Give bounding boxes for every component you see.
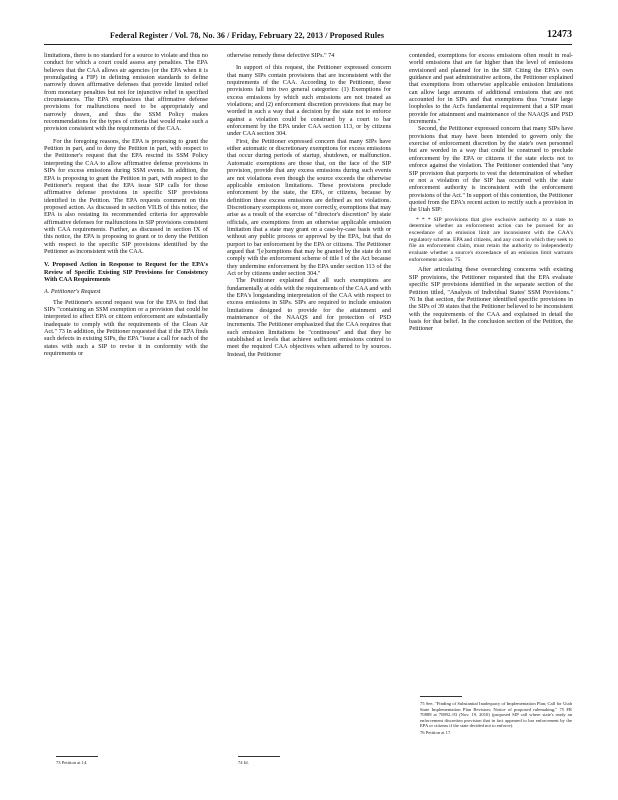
col3-paragraph-1: contended, exemptions for excess emissions often result in real-world emissions that are far higher than the level of emissions envisioned and planned for in the SIP. Citing the EPA's own guidance and past administrative actions, the Petitioner explained that exemptions from otherwise applicable emission limitations can allow large amounts of additional emissions that are not accounted for in SIPs and that exemptions thus "create large loopholes to the Act's fundamental requirement that a SIP must provide for attainment and maintenance of the NAAQS and PSD increments." — [409, 52, 573, 126]
footnote-74: 74 Id. — [238, 760, 249, 765]
footnote-rule-col2 — [238, 756, 280, 757]
footnote-rule-col3 — [420, 696, 462, 697]
footnote-76: 76 Petition at 17. — [420, 729, 452, 735]
col2-paragraph-1: otherwise remedy these defective SIPs." 74 — [227, 52, 335, 59]
footnote-73: 73 Petition at 14. — [56, 760, 88, 765]
running-head-text: Federal Register / Vol. 78, No. 36 / Friday, February 22, 2013 / Proposed Rules — [110, 31, 385, 40]
footnote-rule-col1 — [56, 756, 98, 757]
col3-paragraph-3: After articulating these overarching concerns with existing SIP provisions, the Petitioner requested that the EPA evaluate specific SIP provisions identified in the separate section of the Petition titled, "Analysis of Individual States' SSM Provisions." 76 In that section, the Petitioner identified specific provisions in the SIPs of 39 states that the Petitioner believed to be inconsistent with the requirements of the CAA and explained in detail the basis for that belief. In the conclusion section of the Petition, the Petitioner — [409, 266, 573, 333]
section-heading: V. Proposed Action in Response to Request for the EPA's Review of Specific Existing SIP Provisions for Consistency With CAA Requirements — [44, 261, 208, 283]
col2-paragraph-3: First, the Petitioner expressed concern that many SIPs have either automatic or discretionary exemptions for excess emissions that occur during periods of startup, shutdown, or malfunction. Automatic exemptions are those that, on the face of the SIP provision, provide that any excess emissions during such events are not violations even though the source exceeds the otherwise applicable emission limitations. These provisions preclude enforcement by the state, the EPA, or citizens, because by definition these excess emissions are defined as not violations. Discretionary exemptions or, more correctly, exemptions that may arise as a result of the exercise of "director's discretion" by state officials, are exemptions from an otherwise applicable emission limitation that a state may grant on a case-by-case basis with or without any public process or approval by the EPA, but that do purport to bar enforcement by the EPA or citizens. The Petitioner argued that "[e]xemptions that may be granted by the state do not comply with the enforcement scheme of title I of the Act because they undermine enforcement by the EPA under section 113 of the Act or by citizens under section 304." — [227, 137, 391, 277]
column-2 — [227, 52, 391, 752]
col2-paragraph-4: The Petitioner explained that all such exemptions are fundamentally at odds with the requirements of the CAA and with the EPA's longstanding interpretation of the CAA with respect to excess emissions in SIPs. SIPs are required to include emission limitations designed to provide for the attainment and maintenance of the NAAQS and for protection of PSD increments. The Petitioner emphasized that the CAA requires that such emission limitations be "continuous" and that they be established at levels that achieve sufficient emissions control to meet the required CAA objectives when adhered to by sources. Instead, the Petitioner — [227, 277, 391, 358]
footnotes-col3 — [420, 701, 572, 735]
block-quote: * * * SIP provisions that give exclusive authority to a state to determine whether an enforcement action can be pursued for an exceedance of an emission limit are inconsistent with the CAA's regulatory scheme. EPA and citizens, and any court in which they seek to file an enforcement claim, must retain the authority to independently evaluate whether a source's exceedance of an emission limit warrants enforcement action. 75 — [409, 216, 573, 263]
col3-paragraph-2: Second, the Petitioner expressed concern that many SIPs have provisions that may have been intended to govern only the exercise of enforcement discretion by the state's own personnel but are worded in a way that could be construed to preclude enforcement by the EPA or citizens if the state elects not to enforce against the violation. The Petitioner contended that "any SIP provision that purports to vest the determination of whether or not a violation of the SIP has occurred with the state enforcement authority is inconsistent with the enforcement provisions of the Act." In support of this contention, the Petitioner quoted from the EPA's recent action to rectify such a provision in the Utah SIP: — [409, 125, 573, 214]
page-number: 12473 — [547, 29, 572, 40]
column-3 — [409, 52, 573, 692]
header-rule — [44, 44, 572, 45]
col1-paragraph-3: The Petitioner's second request was for the EPA to find that SIPs "containing an SSM exemption or a provision that could be interpreted to affect EPA or citizen enforcement are substantially inadequate to comply with the requirements of the Clean Air Act." 73 In addition, the Petitioner requested that if the EPA finds such defects in existing SIPs, the EPA "issue a call for each of the states with such a SIP to revise it in conformity with the requirements or — [44, 298, 208, 358]
col2-paragraph-2: In support of this request, the Petitioner expressed concern that many SIPs contain provisions that are inconsistent with the requirements of the CAA. According to the Petitioner, these provisions fall into two general categories: (1) Exemptions for excess emissions by which such emissions are not treated as violations; and (2) enforcement discretion provisions that may be worded in such a way that a decision by the state not to enforce against a violation could be construed by a court to bar enforcement by the EPA under CAA section 113, or by citizens under CAA section 304. — [227, 64, 391, 138]
subsection-heading: A. Petitioner's Request — [44, 288, 101, 296]
col1-paragraph-2: For the foregoing reasons, the EPA is proposing to grant the Petition in part, and to deny the Petition in part, with respect to the Petitioner's request that the EPA rescind its SSM Policy interpreting the CAA to allow affirmative defense provisions in SIPs for excess emissions during SSM events. In addition, the EPA is proposing to grant the Petition in part, with respect to the Petitioner's request that the EPA issue SIP calls for those affirmative defense provisions in specific SIP provisions identified in the Petition. The EPA requests comment on this proposed action. As discussed in section VII.B of this notice, the EPA is also restating its recommended criteria for approvable affirmative defenses for malfunctions in SIP provisions consistent with CAA requirements. Further, as discussed in section IX of this notice, the EPA is proposing to grant or to deny the Petition with respect to the specific SIP provisions identified by the Petitioner as inconsistent with the CAA. — [44, 137, 208, 255]
col1-paragraph-1: limitations, there is no standard for a source to violate and thus no conduct for which a court could assess any penalties. The EPA believes that the CAA allows air agencies (or the EPA when it is promulgating a FIP) in defining emission standards to define narrowly drawn affirmative defenses that provide limited relief from monetary penalties but not for injunctive relief in specified circumstances. The EPA emphasizes that affirmative defense provisions for malfunctions need to be appropriately and narrowly drawn, and thus the SSM Policy makes recommendations for the types of criteria that would make such a provision consistent with the requirements of the CAA. — [44, 52, 208, 133]
footnote-75: 75 See, "Finding of Substantial Inadequacy of Implementation Plan; Call for Utah State Implementation Plan Revision; Notice of proposed rulemaking," 75 FR 70888 at 70892–93 (Nov. 19, 2010) (proposed SIP call where state's ready an enforcement discretion provision that in fact appeared to bar enforcement by the EPA or citizens if the state decided not to enforce). — [420, 701, 572, 728]
running-header — [44, 30, 572, 42]
column-1 — [44, 52, 208, 752]
